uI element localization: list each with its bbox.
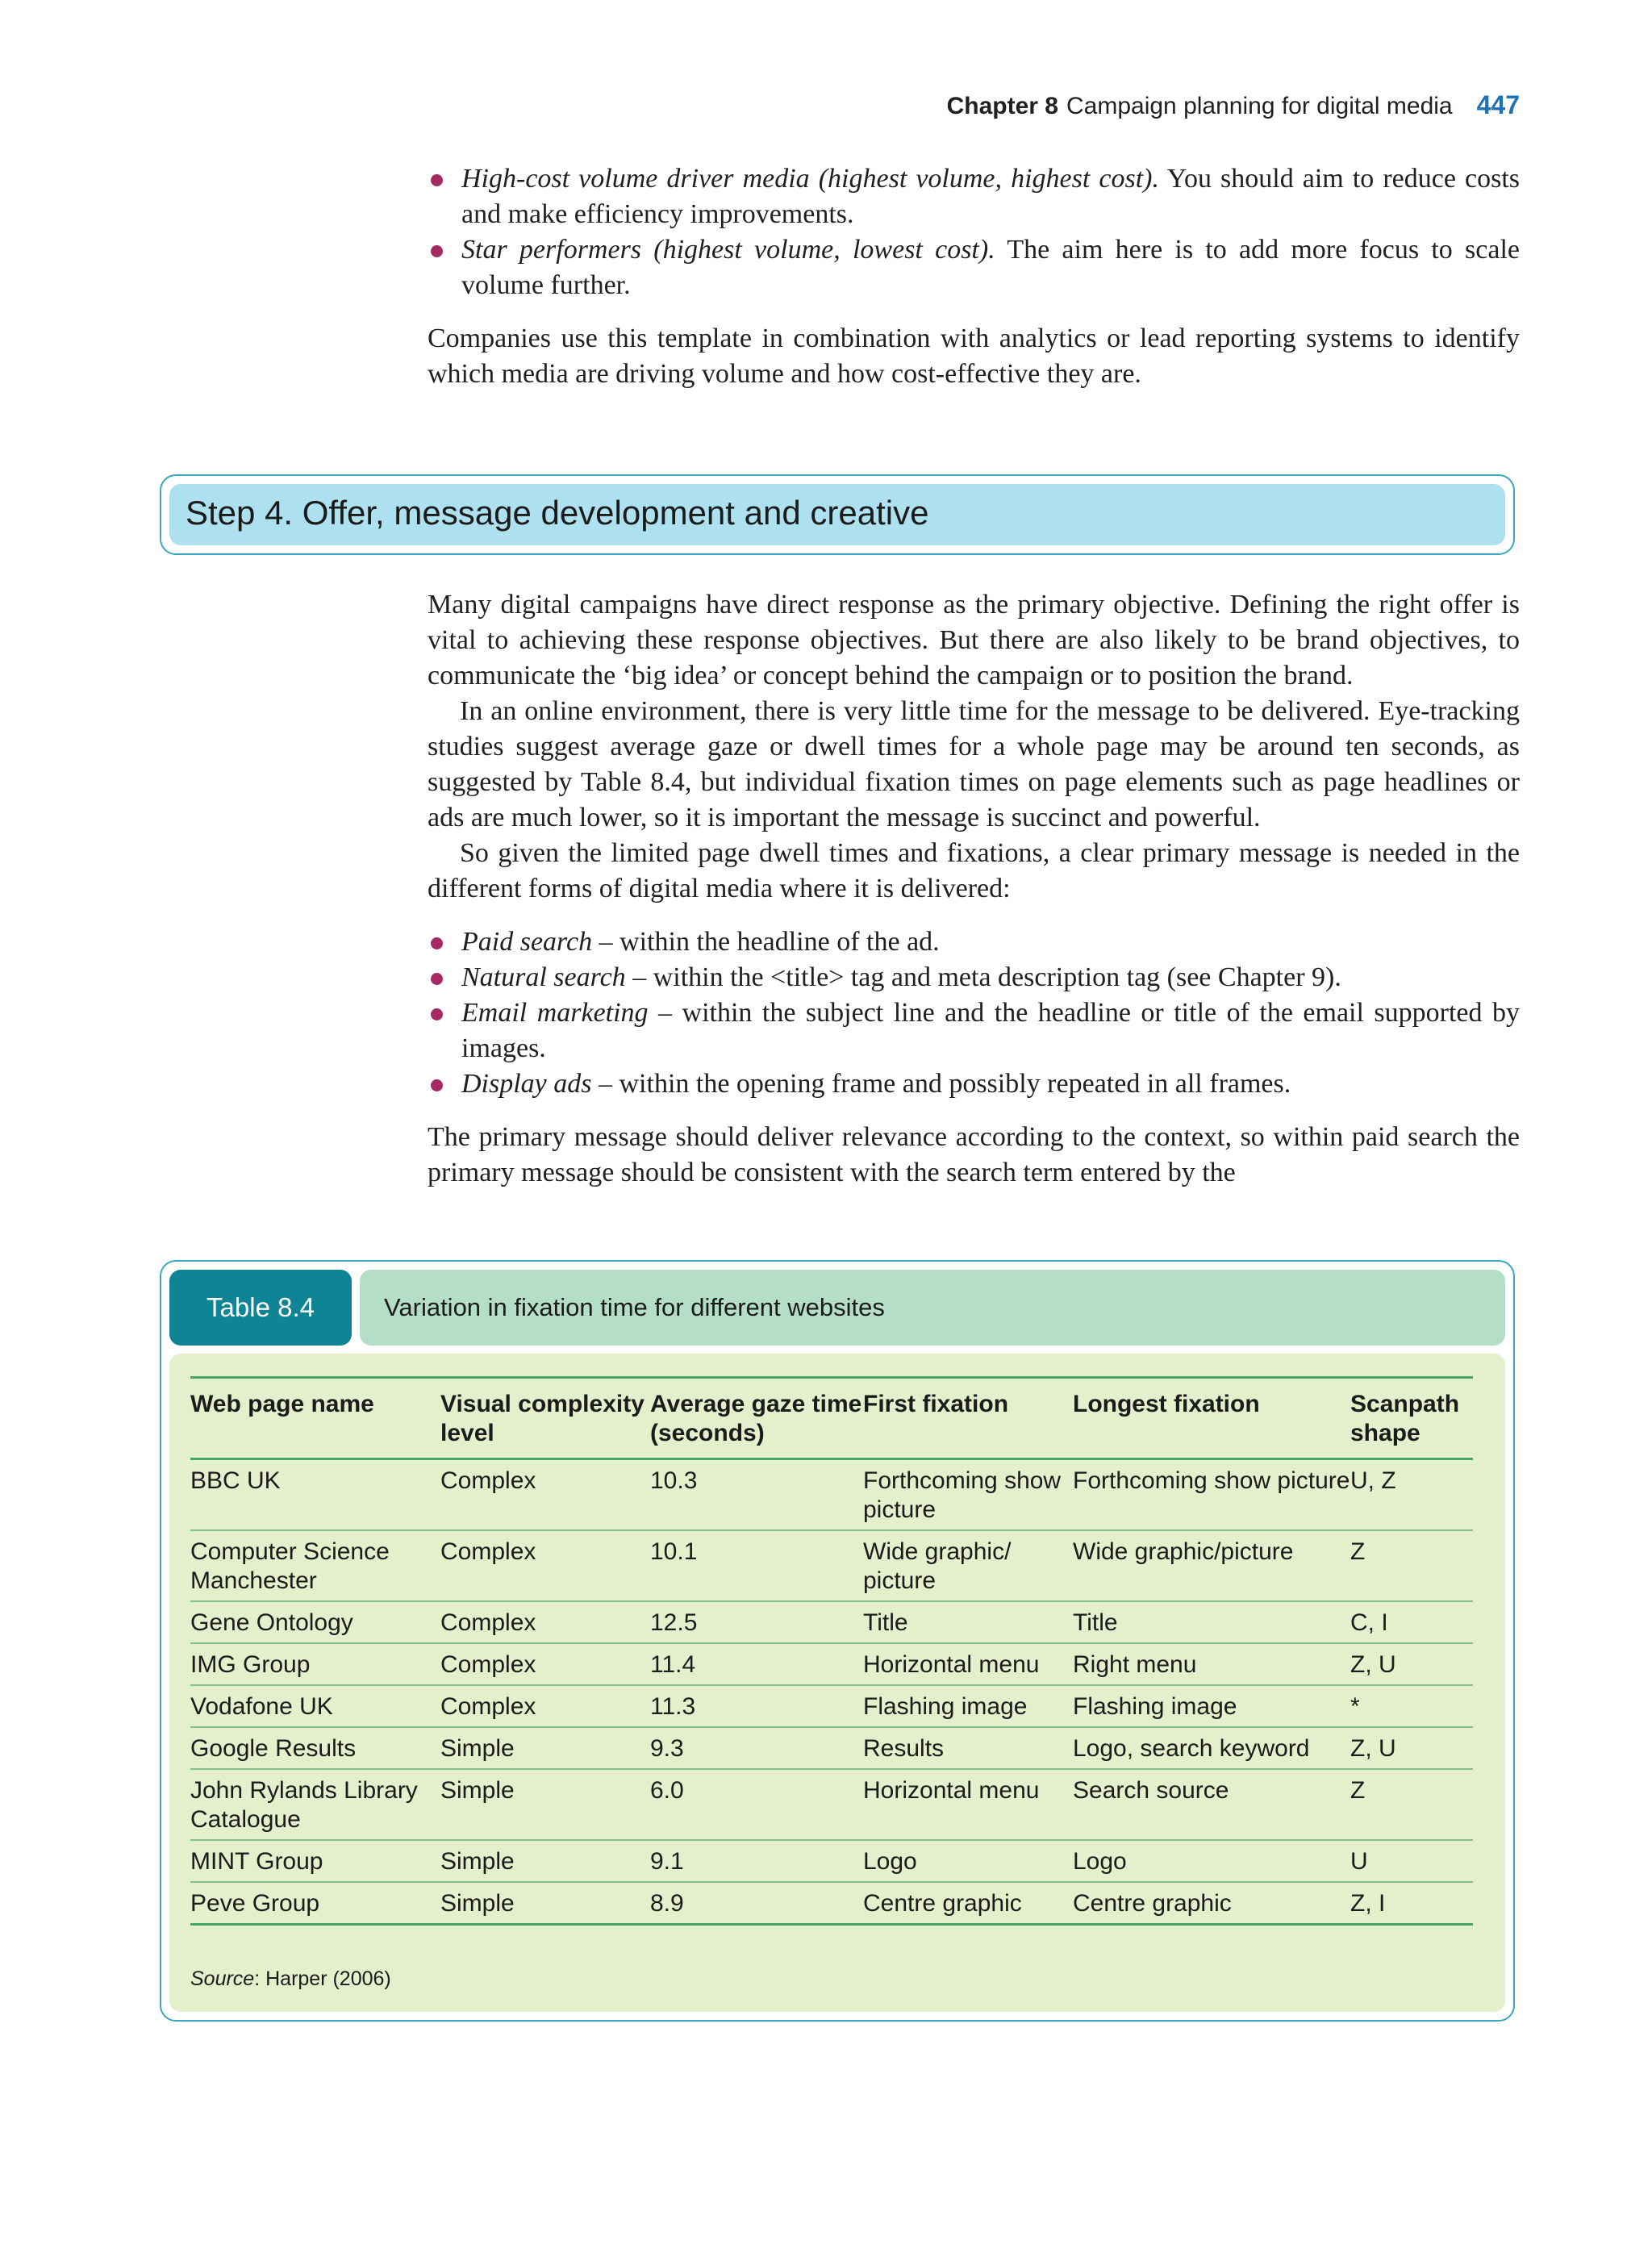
- table-cell: Simple: [440, 1848, 515, 1875]
- source-text: : Harper (2006): [254, 1968, 391, 1990]
- table-cell: U, Z: [1350, 1467, 1396, 1494]
- list-item: [428, 232, 1520, 303]
- table-source: [190, 1968, 391, 1991]
- table-cell: Gene Ontology: [190, 1609, 353, 1636]
- bullet-text: The aim here is to add more focus to scale volume further.: [461, 235, 1520, 300]
- table-cell: Centre graphic: [863, 1890, 1022, 1917]
- table-cell: Simple: [440, 1890, 515, 1917]
- table-label: Table 8.4: [169, 1270, 352, 1346]
- media-bullet-list: [428, 924, 1520, 1102]
- bullet-term: Email marketing: [461, 998, 649, 1028]
- bullet-term: Natural search: [461, 962, 626, 992]
- table-cell: 9.3: [650, 1735, 684, 1762]
- column-header: Scanpath shape: [1350, 1391, 1460, 1446]
- bullet-icon: [431, 973, 443, 985]
- table-cell: Logo: [863, 1848, 917, 1875]
- table-caption-text: Variation in fixation time for different websites: [384, 1293, 885, 1321]
- table-cell: 11.4: [650, 1651, 696, 1678]
- bullet-icon: [431, 245, 443, 257]
- table-cell: Google Results: [190, 1735, 357, 1762]
- header-title: Campaign planning for digital media: [1066, 93, 1453, 119]
- list-item: [428, 960, 1520, 995]
- table-cell: Computer Science Manchester: [190, 1538, 390, 1594]
- table-cell: 9.1: [650, 1848, 684, 1875]
- table-cell: Horizontal menu: [863, 1777, 1040, 1804]
- bullet-icon: [431, 1008, 443, 1020]
- table-cell: Centre graphic: [1073, 1890, 1232, 1917]
- paragraph: In an online environment, there is very little time for the message to be delivered. Eye-tracking studies suggest average gaze or dwell times for a whole page may be around ten seconds, as suggested by Table 8.4, but individual fixation times on page elements such as page headlines or ads are much lower, so it is important the message is succinct and powerful.: [428, 696, 1520, 832]
- section-body: [428, 587, 1520, 1191]
- table-cell: Complex: [440, 1467, 536, 1494]
- list-item: [428, 924, 1520, 960]
- table-cell: 12.5: [650, 1609, 698, 1636]
- bullet-text: – within the opening frame and possibly repeated in all frames.: [591, 1069, 1291, 1099]
- bullet-text: – within the <title> tag and meta description tag (see Chapter 9).: [625, 962, 1341, 992]
- paragraph: Many digital campaigns have direct response as the primary objective. Defining the right offer is vital to achieving these response objectives. But there are also likely to be brand objectives, to communicate the ‘big idea’ or concept behind the campaign or to position the brand.: [428, 590, 1520, 691]
- table-header-row: [190, 1378, 1473, 1459]
- table-cell: Complex: [440, 1609, 536, 1636]
- table-row: [190, 1840, 1473, 1882]
- table-row: [190, 1727, 1473, 1769]
- bullet-text: You should aim to reduce costs and make efficiency improvements.: [461, 164, 1521, 229]
- list-item: [428, 995, 1520, 1066]
- table-cell: Z: [1350, 1777, 1366, 1804]
- table-cell: Results: [863, 1735, 945, 1762]
- bullet-term: Paid search: [461, 927, 593, 957]
- column-header: Longest fixation: [1073, 1391, 1260, 1417]
- table-row: [190, 1459, 1473, 1531]
- source-label: Source: [190, 1968, 255, 1990]
- bullet-term: High-cost volume driver media (highest volume, highest cost).: [461, 164, 1159, 194]
- section-heading-box: [160, 474, 1515, 555]
- bullet-icon: [431, 174, 443, 186]
- section-heading-bar: [169, 484, 1505, 545]
- table-cell: Flashing image: [863, 1693, 1028, 1720]
- table-cell: Z, I: [1350, 1890, 1386, 1917]
- table-cell: Simple: [440, 1735, 515, 1762]
- table-cell: Wide graphic/picture: [1073, 1538, 1294, 1565]
- table-row: [190, 1769, 1473, 1840]
- table-cell: Z, U: [1350, 1651, 1396, 1678]
- table-cell: Z, U: [1350, 1735, 1396, 1762]
- table-cell: *: [1350, 1693, 1360, 1720]
- fixation-table: [190, 1376, 1473, 1926]
- table-cell: Search source: [1073, 1777, 1229, 1804]
- bullet-term: Star performers (highest volume, lowest cost).: [461, 235, 995, 265]
- bullet-icon: [431, 937, 443, 949]
- table-cell: Forthcoming show picture: [863, 1467, 1062, 1523]
- table-cell: Wide graphic/ picture: [863, 1538, 1012, 1594]
- table-cell: Forthcoming show picture: [1073, 1467, 1350, 1494]
- table-cell: John Rylands Library Catalogue: [190, 1777, 418, 1833]
- table-cell: Logo, search keyword: [1073, 1735, 1310, 1762]
- list-item: [428, 1066, 1520, 1102]
- column-header: Web page name: [190, 1391, 374, 1417]
- column-header: Average gaze time (seconds): [650, 1391, 862, 1446]
- list-item: [428, 161, 1520, 232]
- paragraph: The primary message should deliver relevance according to the context, so within paid search the primary message should be consistent with the search term entered by the: [428, 1122, 1520, 1187]
- table-cell: Horizontal menu: [863, 1651, 1040, 1678]
- header-chapter: Chapter 8: [946, 93, 1058, 119]
- table-cell: Z: [1350, 1538, 1366, 1565]
- table-cell: Simple: [440, 1777, 515, 1804]
- table-cell: Logo: [1073, 1848, 1127, 1875]
- table-cell: 6.0: [650, 1777, 684, 1804]
- bullet-icon: [431, 1079, 443, 1091]
- table-row: [190, 1882, 1473, 1925]
- table-cell: IMG Group: [190, 1651, 311, 1678]
- table-panel: [169, 1354, 1505, 2012]
- table-cell: Complex: [440, 1651, 536, 1678]
- section-heading: Step 4. Offer, message development and creative: [186, 494, 929, 532]
- table-cell: 11.3: [650, 1693, 696, 1720]
- table-cell: 10.3: [650, 1467, 698, 1494]
- table-cell: C, I: [1350, 1609, 1388, 1636]
- paragraph: So given the limited page dwell times and fixations, a clear primary message is needed in the different forms of digital media where it is delivered:: [428, 838, 1520, 903]
- table-cell: Complex: [440, 1538, 536, 1565]
- running-header: [947, 90, 1520, 120]
- table-cell: 10.1: [650, 1538, 698, 1565]
- table-cell: Peve Group: [190, 1890, 320, 1917]
- table-row: [190, 1685, 1473, 1727]
- table-cell: Flashing image: [1073, 1693, 1237, 1720]
- bullet-text: – within the headline of the ad.: [592, 927, 940, 957]
- table-row: [190, 1530, 1473, 1601]
- column-header: Visual complexity level: [440, 1391, 645, 1446]
- table-cell: 8.9: [650, 1890, 684, 1917]
- table-caption: [360, 1270, 1505, 1346]
- page-number: 447: [1476, 90, 1520, 119]
- top-bullet-list: [428, 161, 1520, 303]
- table-box: [160, 1260, 1515, 2022]
- table-cell: Title: [863, 1609, 908, 1636]
- table-cell: Title: [1073, 1609, 1118, 1636]
- bullet-text: – within the subject line and the headline or title of the email supported by images.: [461, 998, 1520, 1063]
- table-cell: MINT Group: [190, 1848, 323, 1875]
- table-cell: BBC UK: [190, 1467, 281, 1494]
- table-cell: Right menu: [1073, 1651, 1197, 1678]
- top-bullet-list-block: [428, 161, 1520, 392]
- column-header: First fixation: [863, 1391, 1009, 1417]
- table-row: [190, 1601, 1473, 1643]
- intro-paragraph: Companies use this template in combination with analytics or lead reporting systems to identify which media are driving volume and how cost-effective they are.: [428, 323, 1520, 389]
- table-cell: Complex: [440, 1693, 536, 1720]
- table-cell: Vodafone UK: [190, 1693, 333, 1720]
- table-cell: U: [1350, 1848, 1368, 1875]
- table-row: [190, 1643, 1473, 1685]
- bullet-term: Display ads: [461, 1069, 592, 1099]
